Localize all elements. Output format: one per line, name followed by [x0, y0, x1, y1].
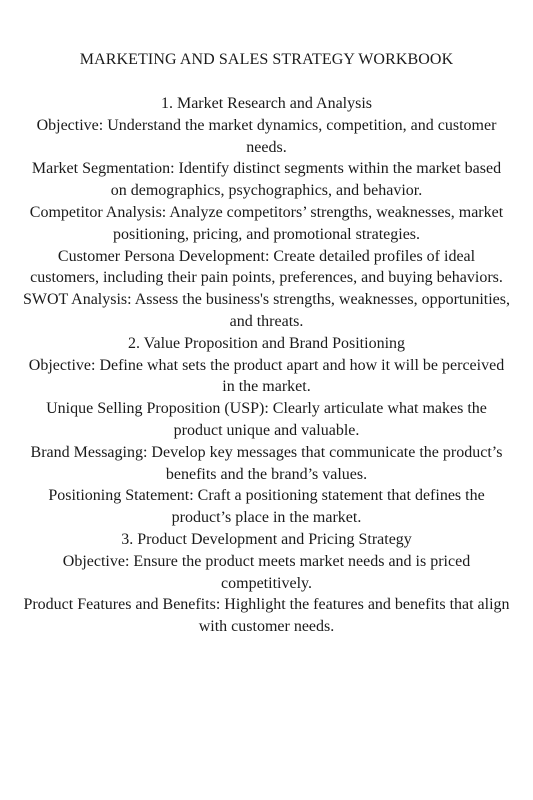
document-body: [0, 93, 533, 638]
objective-value-proposition: Objective: Define what sets the product apart and how it will be perceived in the market.: [28, 356, 505, 396]
section-heading-product-development: 3. Product Development and Pricing Strategy: [121, 530, 412, 548]
objective-market-research: Objective: Understand the market dynamics, competition, and customer needs.: [36, 116, 497, 156]
document-title: MARKETING AND SALES STRATEGY WORKBOOK: [79, 51, 454, 68]
item-usp: Unique Selling Proposition (USP): Clearly articulate what makes the product unique and valuable.: [46, 400, 487, 439]
item-customer-persona: Customer Persona Development: Create detailed profiles of ideal customers, including their pain points, preferences, and buying behaviors.: [30, 247, 503, 287]
item-swot-analysis: SWOT Analysis: Assess the business's strengths, weaknesses, opportunities, and threats.: [22, 291, 510, 330]
item-competitor-analysis: Competitor Analysis: Analyze competitors’ strengths, weaknesses, market positioning, pricing, and promotional strategies.: [29, 203, 504, 243]
item-product-features: Product Features and Benefits: Highlight the features and benefits that align with customer needs.: [23, 596, 510, 636]
item-positioning-statement: Positioning Statement: Craft a positioning statement that defines the product’s place in the market.: [48, 487, 485, 527]
section-heading-market-research: 1. Market Research and Analysis: [160, 95, 373, 112]
objective-product-development: Objective: Ensure the product meets market needs and is priced competitively.: [62, 552, 471, 592]
item-market-segmentation: Market Segmentation: Identify distinct segments within the market based on demographics, psychographics, and behavior.: [31, 160, 502, 200]
section-heading-value-proposition: 2. Value Proposition and Brand Positioning: [127, 334, 406, 352]
item-brand-messaging: Brand Messaging: Develop key messages that communicate the product’s benefits and the brand’s values.: [30, 443, 503, 483]
